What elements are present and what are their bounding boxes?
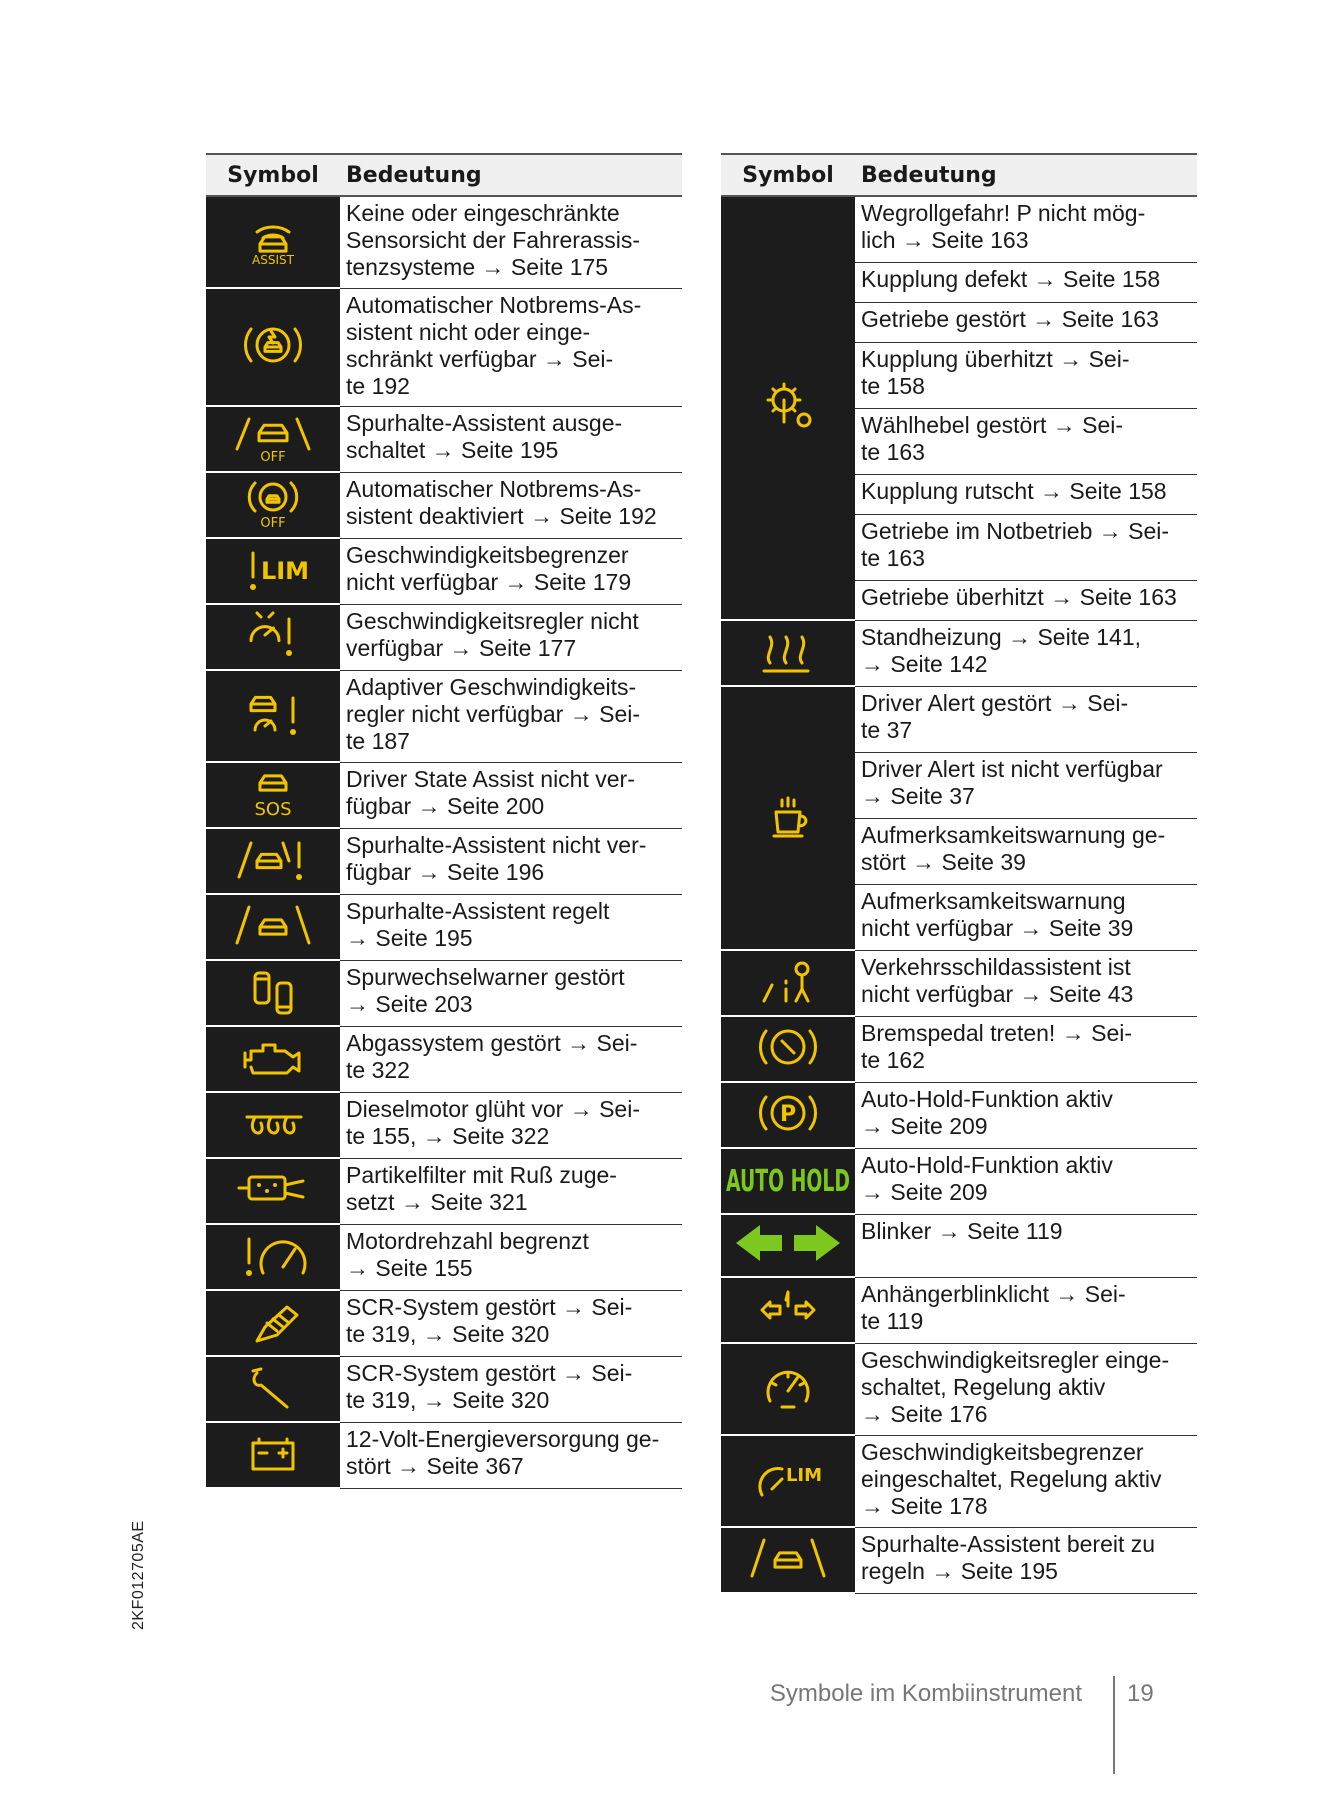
svg-text:OFF: OFF — [260, 515, 286, 531]
meaning-cell — [855, 1214, 1197, 1277]
scr-system-icon — [227, 1293, 319, 1354]
table-row — [721, 686, 1197, 752]
table-row — [206, 604, 682, 670]
meaning-cell — [340, 604, 682, 670]
meaning-line: te 37 — [861, 716, 913, 743]
table-row — [721, 196, 1197, 262]
driver-state-sos-icon — [227, 765, 319, 826]
symbol-cell — [206, 406, 340, 472]
meaning-line: Partikelfilter mit Ruß zuge- — [346, 1161, 617, 1188]
meaning-cell — [855, 884, 1197, 950]
symbol-cell — [206, 196, 340, 288]
symbol-cell — [206, 288, 340, 406]
symbol-cell — [206, 1158, 340, 1224]
meaning-line: Spurhalte-Assistent regelt — [346, 897, 610, 924]
symbol-cell — [721, 950, 855, 1016]
meaning-line: sistent deaktiviert → Seite 192 — [346, 502, 657, 529]
table-row — [206, 472, 682, 538]
meaning-cell — [340, 538, 682, 604]
meaning-line: SCR-System gestört → Sei- — [346, 1293, 633, 1320]
meaning-cell — [855, 514, 1197, 580]
meaning-cell — [340, 762, 682, 828]
meaning-line: nicht verfügbar → Seite 39 — [861, 914, 1134, 941]
table-row — [721, 1016, 1197, 1082]
meaning-cell — [340, 1290, 682, 1356]
table-row — [206, 828, 682, 894]
meaning-line: Aufmerksamkeitswarnung ge- — [861, 821, 1166, 848]
meaning-line: Geschwindigkeitsregler einge- — [861, 1346, 1170, 1373]
header-meaning: Bedeutung — [855, 154, 1197, 196]
table-row — [721, 1435, 1197, 1527]
meaning-line: → Seite 155 — [346, 1254, 473, 1281]
battery-icon — [227, 1425, 319, 1486]
glow-plug-icon — [227, 1095, 319, 1156]
meaning-cell — [855, 620, 1197, 686]
engine-speed-limit-icon — [227, 1227, 319, 1288]
meaning-line: schaltet, Regelung aktiv — [861, 1373, 1106, 1400]
meaning-line: Automatischer Notbrems-As- — [346, 475, 642, 502]
symbol-cell — [206, 604, 340, 670]
brake-pedal-icon — [742, 1019, 834, 1080]
auto-hold-text-icon — [722, 1151, 854, 1212]
meaning-line: 12-Volt-Energieversorgung ge- — [346, 1425, 660, 1452]
symbol-cell — [206, 1422, 340, 1488]
blind-spot-fault-icon — [227, 963, 319, 1024]
meaning-cell — [340, 1224, 682, 1290]
svg-text:ASSIST: ASSIST — [252, 252, 294, 267]
table-row — [721, 1343, 1197, 1435]
auto-hold-p-icon — [742, 1085, 834, 1146]
meaning-line: te 192 — [346, 372, 410, 399]
table-row — [721, 950, 1197, 1016]
meaning-cell — [855, 342, 1197, 408]
meaning-cell — [340, 472, 682, 538]
meaning-line: tenzsysteme → Seite 175 — [346, 254, 609, 280]
meaning-cell — [855, 1527, 1197, 1593]
symbol-cell — [721, 1148, 855, 1214]
symbol-cell — [206, 1290, 340, 1356]
table-row — [206, 894, 682, 960]
meaning-line: → Seite 195 — [346, 924, 473, 951]
meaning-line: Kupplung überhitzt → Sei- — [861, 345, 1130, 372]
meaning-line: Dieselmotor glüht vor → Sei- — [346, 1095, 640, 1122]
table-row — [206, 196, 682, 288]
meaning-line: te 322 — [346, 1056, 410, 1083]
symbol-cell — [206, 1092, 340, 1158]
meaning-cell — [855, 1435, 1197, 1527]
svg-text:OFF: OFF — [260, 449, 286, 465]
meaning-cell — [855, 302, 1197, 342]
symbol-cell — [721, 1016, 855, 1082]
symbol-cell — [721, 1214, 855, 1277]
svg-text:LIM: LIM — [785, 1464, 823, 1486]
table-row — [206, 670, 682, 762]
table-row — [721, 1148, 1197, 1214]
header-meaning: Bedeutung — [340, 154, 682, 196]
engine-icon — [227, 1029, 319, 1090]
meaning-cell — [340, 288, 682, 406]
meaning-cell — [855, 1343, 1197, 1435]
meaning-cell — [340, 828, 682, 894]
symbol-cell — [206, 1224, 340, 1290]
header-symbol: Symbol — [721, 154, 855, 196]
meaning-cell — [340, 1422, 682, 1488]
meaning-cell — [855, 1016, 1197, 1082]
table-row — [721, 1082, 1197, 1148]
svg-text:LIM: LIM — [260, 556, 310, 585]
header-symbol: Symbol — [206, 154, 340, 196]
meaning-line: nicht verfügbar → Seite 179 — [346, 568, 632, 595]
meaning-line: Wählhebel gestört → Sei- — [861, 411, 1124, 438]
meaning-cell — [340, 1092, 682, 1158]
meaning-line: stört → Seite 39 — [861, 848, 1026, 875]
table-row — [206, 1422, 682, 1488]
meaning-line: te 155, → Seite 322 — [346, 1122, 550, 1149]
meaning-line: te 187 — [346, 727, 410, 754]
meaning-line: Getriebe im Notbetrieb → Sei- — [861, 517, 1170, 544]
symbol-cell — [206, 538, 340, 604]
meaning-line: → Seite 176 — [861, 1400, 988, 1427]
meaning-line: → Seite 178 — [861, 1492, 988, 1519]
meaning-cell — [340, 960, 682, 1026]
meaning-line: → Seite 142 — [861, 650, 988, 677]
symbol-cell — [721, 1343, 855, 1435]
meaning-line: Automatischer Notbrems-As- — [346, 291, 642, 318]
meaning-line: Geschwindigkeitsbegrenzer — [861, 1438, 1144, 1465]
meaning-line: → Seite 203 — [346, 990, 473, 1017]
symbol-cell — [206, 828, 340, 894]
meaning-cell — [340, 406, 682, 472]
symbol-cell — [721, 686, 855, 950]
transmission-fault-icon — [742, 376, 834, 441]
meaning-line: Geschwindigkeitsregler nicht — [346, 607, 639, 634]
symbol-cell — [206, 894, 340, 960]
table-row — [206, 1224, 682, 1290]
meaning-line: te 119 — [861, 1307, 924, 1334]
symbol-cell — [206, 762, 340, 828]
auxiliary-heater-icon — [742, 623, 834, 684]
assist-sensor-icon — [227, 212, 319, 273]
meaning-line: fügbar → Seite 200 — [346, 792, 545, 819]
meaning-line: Adaptiver Geschwindigkeits- — [346, 673, 637, 700]
meaning-line: Anhängerblinklicht → Sei- — [861, 1280, 1126, 1307]
meaning-cell — [855, 818, 1197, 884]
meaning-line: eingeschaltet, Regelung aktiv — [861, 1465, 1162, 1492]
meaning-cell — [340, 196, 682, 288]
meaning-line: Bremspedal treten! → Sei- — [861, 1019, 1133, 1046]
footer-chapter-title: Symbole im Kombiinstrument — [769, 1680, 1082, 1707]
meaning-line: Abgassystem gestört → Sei- — [346, 1029, 638, 1056]
symbol-cell — [721, 1435, 855, 1527]
meaning-line: Auto-Hold-Funktion aktiv — [861, 1151, 1113, 1178]
meaning-cell — [340, 1356, 682, 1422]
meaning-line: Driver State Assist nicht ver- — [346, 765, 635, 792]
meaning-line: → Seite 209 — [861, 1112, 988, 1139]
wrench-icon — [227, 1359, 319, 1420]
svg-text:SOS: SOS — [254, 798, 292, 820]
symbol-cell — [721, 1277, 855, 1343]
symbol-cell — [206, 960, 340, 1026]
meaning-line: → Seite 37 — [861, 782, 975, 809]
meaning-cell — [340, 894, 682, 960]
table-row — [206, 406, 682, 472]
table-row — [206, 1356, 682, 1422]
meaning-cell — [340, 670, 682, 762]
meaning-line: te 163 — [861, 438, 925, 465]
meaning-cell — [855, 196, 1197, 262]
meaning-line: regeln → Seite 195 — [861, 1557, 1058, 1584]
meaning-line: Aufmerksamkeitswarnung — [861, 887, 1126, 914]
meaning-cell — [855, 474, 1197, 514]
meaning-cell — [855, 1082, 1197, 1148]
symbol-cell — [721, 1527, 855, 1593]
meaning-line: Driver Alert gestört → Sei- — [861, 689, 1129, 716]
meaning-line: Spurhalte-Assistent nicht ver- — [346, 831, 647, 858]
meaning-line: Standheizung → Seite 141, — [861, 623, 1142, 650]
meaning-line: lich → Seite 163 — [861, 227, 1029, 253]
svg-text:P: P — [779, 1101, 797, 1127]
meaning-cell — [855, 1148, 1197, 1214]
meaning-line: verfügbar → Seite 177 — [346, 634, 577, 661]
lane-keeping-ready-icon — [742, 1530, 834, 1591]
lane-keeping-off-icon — [227, 409, 319, 470]
meaning-line: schränkt verfügbar → Sei- — [346, 345, 614, 372]
table-row — [721, 1277, 1197, 1343]
meaning-line: → Seite 209 — [861, 1178, 988, 1205]
meaning-cell — [340, 1158, 682, 1224]
meaning-line: sistent nicht oder einge- — [346, 318, 591, 345]
symbol-cell — [721, 196, 855, 620]
symbol-cell — [721, 1082, 855, 1148]
lane-keeping-active-icon — [227, 897, 319, 958]
meaning-line: te 319, → Seite 320 — [346, 1386, 550, 1413]
footer-divider — [1113, 1676, 1115, 1774]
meaning-line: stört → Seite 367 — [346, 1452, 524, 1479]
meaning-line: fügbar → Seite 196 — [346, 858, 545, 885]
meaning-line: nicht verfügbar → Seite 43 — [861, 980, 1134, 1007]
meaning-line: te 162 — [861, 1046, 925, 1073]
pre-collision-icon — [227, 317, 319, 378]
symbol-table-right — [721, 153, 1197, 1594]
meaning-line: Geschwindigkeitsbegrenzer — [346, 541, 629, 568]
meaning-line: Spurhalte-Assistent ausge- — [346, 409, 623, 436]
speed-limiter-active-icon — [742, 1451, 834, 1512]
meaning-line: SCR-System gestört → Sei- — [346, 1359, 633, 1386]
symbol-cell — [206, 1026, 340, 1092]
symbol-table-left — [206, 153, 682, 1489]
meaning-line: Getriebe überhitzt → Seite 163 — [861, 583, 1177, 610]
symbol-cell — [721, 620, 855, 686]
table-row — [206, 762, 682, 828]
coffee-cup-icon — [742, 788, 834, 849]
table-row — [721, 1527, 1197, 1593]
meaning-line: Kupplung defekt → Seite 158 — [861, 265, 1161, 292]
meaning-line: Sensorsicht der Fahrerassis- — [346, 227, 640, 253]
meaning-line: setzt → Seite 321 — [346, 1188, 528, 1215]
meaning-line: Getriebe gestört → Seite 163 — [861, 305, 1159, 332]
page-number: 19 — [1127, 1680, 1154, 1707]
table-row — [206, 1158, 682, 1224]
traffic-sign-assist-icon — [742, 953, 834, 1014]
meaning-line: te 163 — [861, 544, 925, 571]
table-row — [206, 1290, 682, 1356]
table-row — [206, 538, 682, 604]
meaning-line: Motordrehzahl begrenzt — [346, 1227, 589, 1254]
cruise-control-active-icon — [742, 1359, 834, 1420]
svg-text:AUTO HOLD: AUTO HOLD — [726, 1163, 850, 1199]
turn-signal-arrows-icon — [722, 1215, 854, 1276]
meaning-line: Spurwechselwarner gestört — [346, 963, 625, 990]
particle-filter-icon — [227, 1161, 319, 1222]
lane-keeping-fault-icon — [227, 831, 319, 892]
meaning-cell — [855, 580, 1197, 620]
trailer-turn-signal-icon — [742, 1280, 834, 1341]
table-row — [206, 288, 682, 406]
symbol-cell — [206, 1356, 340, 1422]
meaning-cell — [340, 1026, 682, 1092]
table-row — [721, 1214, 1197, 1277]
meaning-line: te 158 — [861, 372, 925, 399]
meaning-line: schaltet → Seite 195 — [346, 436, 559, 463]
pre-collision-off-icon — [227, 475, 319, 536]
meaning-line: Verkehrsschildassistent ist — [861, 953, 1131, 980]
meaning-cell — [855, 950, 1197, 1016]
speed-limiter-fault-icon — [227, 541, 319, 602]
meaning-line: Wegrollgefahr! P nicht mög- — [861, 200, 1146, 226]
meaning-cell — [855, 1277, 1197, 1343]
meaning-cell — [855, 262, 1197, 302]
meaning-line: Spurhalte-Assistent bereit zu — [861, 1530, 1156, 1557]
cruise-control-fault-icon — [227, 607, 319, 668]
meaning-cell — [855, 408, 1197, 474]
adaptive-cruise-fault-icon — [227, 686, 319, 747]
table-row — [206, 960, 682, 1026]
table-row — [721, 620, 1197, 686]
meaning-line: te 319, → Seite 320 — [346, 1320, 550, 1347]
meaning-cell — [855, 686, 1197, 752]
meaning-line: Driver Alert ist nicht verfügbar — [861, 755, 1163, 782]
meaning-line: Keine oder eingeschränkte — [346, 200, 620, 226]
table-row — [206, 1092, 682, 1158]
document-code: 2KF012705AE — [130, 1520, 147, 1630]
meaning-line: Auto-Hold-Funktion aktiv — [861, 1085, 1113, 1112]
symbol-cell — [206, 670, 340, 762]
meaning-cell — [855, 752, 1197, 818]
meaning-line: regler nicht verfügbar → Sei- — [346, 700, 641, 727]
table-row — [206, 1026, 682, 1092]
meaning-line: Kupplung rutscht → Seite 158 — [861, 477, 1167, 504]
symbol-cell — [206, 472, 340, 538]
meaning-line: Blinker → Seite 119 — [861, 1217, 1063, 1244]
